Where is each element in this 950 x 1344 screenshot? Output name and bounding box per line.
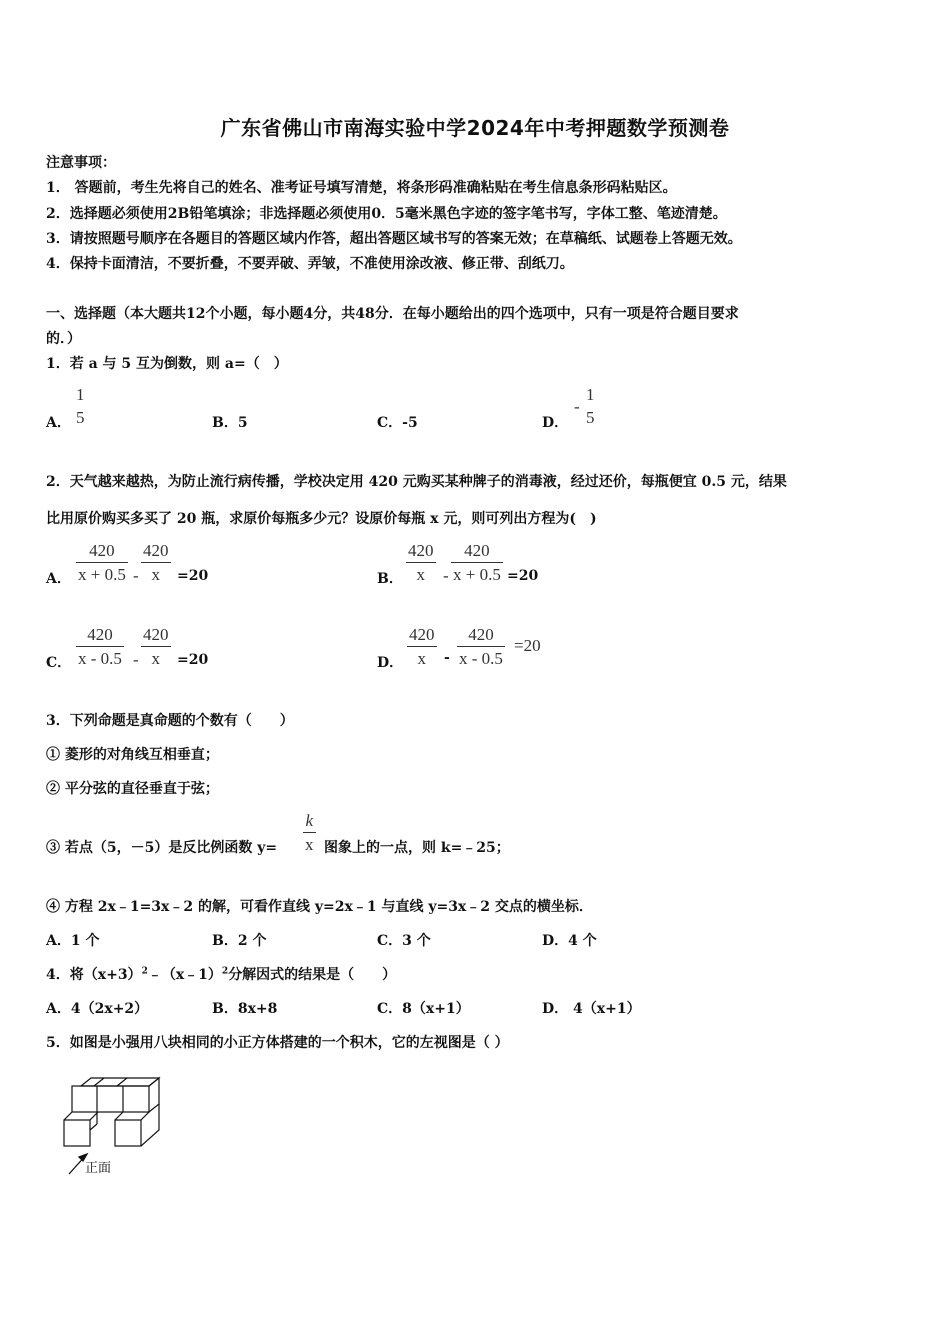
q2-option-a-label: A． (46, 571, 71, 587)
q3-proposition-2: ② 平分弦的直径垂直于弦； (46, 781, 219, 797)
q2-option-c-fraction-2 (141, 624, 171, 671)
question-2-stem: 2．天气越来越热，为防止流行病传播，学校决定用 420 元购买某种牌子的消毒液，经过还价，每瓶便宜 0.5 元，结果 (46, 474, 787, 490)
front-view-label: 正面 (85, 1161, 112, 1176)
denominator: x - 0.5 (76, 646, 124, 671)
q1-option-d-label: D． (542, 415, 569, 431)
equals-value: =20 (507, 568, 539, 584)
numerator: k (305, 811, 314, 830)
denominator: x (141, 646, 171, 671)
denominator: x (303, 832, 316, 857)
section-heading: 一、选择题（本大题共12个小题，每小题4分，共48分．在每小题给出的四个选项中，只有一项是符合题目要求 (46, 306, 739, 322)
numerator: 420 (468, 625, 494, 644)
q3-fraction-k-over-x (303, 810, 316, 857)
minus-sign: - (133, 566, 139, 585)
isometric-cubes-drawing (55, 1074, 175, 1184)
section-heading-cont: 的．） (46, 331, 81, 347)
page-title: 广东省佛山市南海实验中学2024年中考押题数学预测卷 (220, 116, 730, 140)
q1-option-d-fraction (584, 384, 597, 430)
q3-proposition-4: ④ 方程 2x﹣1=3x﹣2 的解，可看作直线 y=2x﹣1 与直线 y=3x﹣2 交点的横坐标． (46, 899, 593, 915)
stem-part: ﹣（x﹣1） (147, 967, 222, 983)
numerator: 420 (464, 541, 490, 560)
superscript: 2 (221, 966, 229, 977)
denominator: x - 0.5 (457, 646, 505, 671)
cube-block-figure (55, 1074, 175, 1184)
denominator: 5 (76, 408, 85, 427)
q2-option-b-fraction-2 (451, 540, 503, 587)
q2-option-d-fraction-2 (457, 624, 505, 671)
denominator: 5 (586, 408, 595, 427)
numerator: 420 (408, 541, 434, 560)
q2-option-a-fraction-1 (76, 540, 128, 587)
q2-option-b-fraction-1 (406, 540, 436, 587)
q2-option-c-fraction-1 (76, 624, 124, 671)
notice-item: 1． 答题前，考生先将自己的姓名、准考证号填写清楚，将条形码准确粘贴在考生信息条形码粘贴区。 (46, 180, 677, 196)
numerator: 420 (143, 541, 169, 560)
numerator: 1 (76, 385, 85, 404)
minus-sign: - (444, 650, 450, 666)
q4-option-b: B．8x+8 (212, 1001, 278, 1017)
question-2-stem-cont: 比用原价购买多买了 20 瓶，求原价每瓶多少元？设原价每瓶 x 元，则可列出方程为( ) (46, 511, 597, 527)
q1-option-a-label: A． (46, 415, 71, 431)
equals-value: =20 (177, 568, 209, 584)
q4-option-d: D． 4（x+1） (542, 1001, 641, 1017)
question-4-stem (46, 964, 396, 984)
stem-part: 分解因式的结果是（ ） (228, 967, 397, 983)
question-1-stem: 1．若 a 与 5 互为倒数，则 a=（ ） (46, 356, 288, 372)
q1-option-c: C．-5 (377, 415, 418, 431)
equals-value: =20 (514, 636, 541, 655)
q3-option-a: A．1 个 (46, 933, 100, 949)
q3-proposition-3-pre: ③ 若点（5，－5）是反比例函数 y= (46, 840, 278, 856)
notice-item: 2．选择题必须使用2B铅笔填涂；非选择题必须使用0．5毫米黑色字迹的签字笔书写，字体工整、笔迹清楚。 (46, 206, 727, 222)
denominator: x + 0.5 (451, 562, 503, 587)
notice-item: 4．保持卡面清洁，不要折叠，不要弄破、弄皱，不准使用涂改液、修正带、刮纸刀。 (46, 256, 574, 272)
q3-proposition-3-post: 图象上的一点，则 k=﹣25； (324, 840, 510, 856)
q1-option-b: B．5 (212, 415, 248, 431)
minus-sign: - (133, 650, 139, 669)
q3-option-c: C．3 个 (377, 933, 431, 949)
minus-sign: - (443, 566, 449, 585)
stem-part: 4．将（x+3） (46, 967, 142, 983)
notice-heading: 注意事项： (46, 155, 116, 171)
numerator: 420 (87, 625, 113, 644)
numerator: 420 (409, 625, 435, 644)
q2-option-a-fraction-2 (141, 540, 171, 587)
q2-option-c-label: C． (46, 655, 72, 671)
q4-option-c: C．8（x+1） (377, 1001, 470, 1017)
q2-option-d-label: D． (377, 655, 404, 671)
denominator: x (406, 562, 436, 587)
q3-option-b: B．2 个 (212, 933, 267, 949)
q1-option-a-fraction (74, 384, 87, 430)
superscript: 2 (141, 966, 148, 977)
numerator: 420 (89, 541, 115, 560)
notice-item: 3．请按照题号顺序在各题目的答题区域内作答，超出答题区域书写的答案无效；在草稿纸、试题卷上答题无效。 (46, 231, 742, 247)
q2-option-d-fraction-1 (407, 624, 437, 671)
q3-option-d: D．4 个 (542, 933, 597, 949)
equals-value: =20 (177, 652, 209, 668)
numerator: 1 (586, 385, 595, 404)
question-5-stem: 5．如图是小强用八块相同的小正方体搭建的一个积木，它的左视图是（ ） (46, 1035, 509, 1051)
denominator: x + 0.5 (76, 562, 128, 587)
denominator: x (141, 562, 171, 587)
numerator: 420 (143, 625, 169, 644)
q1-option-d-sign: - (574, 397, 580, 416)
denominator: x (407, 646, 437, 671)
q2-option-b-label: B． (377, 571, 403, 587)
q3-proposition-1: ① 菱形的对角线互相垂直； (46, 747, 219, 763)
q4-option-a: A．4（2x+2） (46, 1001, 149, 1017)
question-3-stem: 3．下列命题是真命题的个数有（ ） (46, 713, 294, 729)
